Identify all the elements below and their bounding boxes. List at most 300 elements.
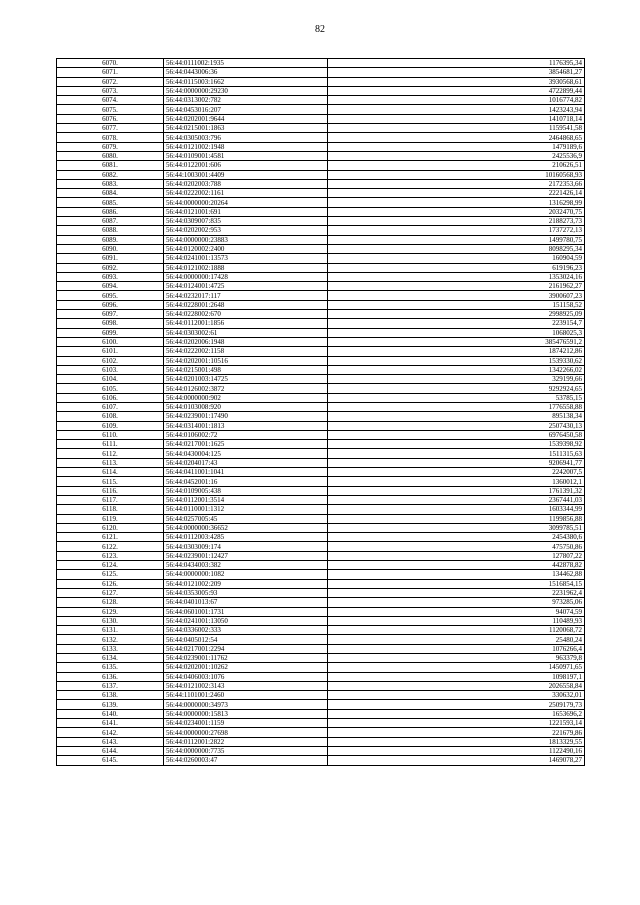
row-number-cell: 6078. [57, 133, 164, 142]
row-number-cell: 6104. [57, 375, 164, 384]
cadastral-number-cell: 56:44:0336002:333 [164, 626, 328, 635]
cadastral-value-cell: 2172353,66 [328, 179, 585, 188]
row-number-cell: 6090. [57, 244, 164, 253]
table-row [57, 96, 585, 105]
cadastral-value-cell: 2242007,5 [328, 468, 585, 477]
row-number-cell: 6133. [57, 644, 164, 653]
cadastral-number-cell: 56:44:0112001:1856 [164, 319, 328, 328]
row-number-cell: 6114. [57, 468, 164, 477]
cadastral-value-cell: 963379,8 [328, 654, 585, 663]
row-number-cell: 6088. [57, 226, 164, 235]
cadastral-value-cell: 1159541,58 [328, 124, 585, 133]
row-number-cell: 6102. [57, 356, 164, 365]
row-number-cell: 6094. [57, 282, 164, 291]
cadastral-number-cell: 56:44:0234001:1159 [164, 719, 328, 728]
cadastral-number-cell: 56:44:0401013:67 [164, 598, 328, 607]
cadastral-number-cell: 56:44:0309007:835 [164, 217, 328, 226]
row-number-cell: 6115. [57, 477, 164, 486]
row-number-cell: 6134. [57, 654, 164, 663]
row-number-cell: 6080. [57, 151, 164, 160]
table-row [57, 495, 585, 504]
row-number-cell: 6113. [57, 458, 164, 467]
row-number-cell: 6112. [57, 449, 164, 458]
cadastral-number-cell: 56:44:0314001:1813 [164, 421, 328, 430]
table-row [57, 756, 585, 765]
table-row [57, 598, 585, 607]
cadastral-value-cell: 1761391,32 [328, 486, 585, 495]
cadastral-value-cell: 127807,22 [328, 551, 585, 560]
cadastral-number-cell: 56:44:0257005:45 [164, 514, 328, 523]
cadastral-number-cell: 56:44:0120002:2400 [164, 244, 328, 253]
row-number-cell: 6074. [57, 96, 164, 105]
table-row [57, 142, 585, 151]
row-number-cell: 6142. [57, 728, 164, 737]
cadastral-number-cell: 56:44:0217001:2294 [164, 644, 328, 653]
cadastral-number-cell: 56:44:0239001:11762 [164, 654, 328, 663]
table-row [57, 709, 585, 718]
row-number-cell: 6107. [57, 402, 164, 411]
cadastral-value-cell: 2425536,9 [328, 151, 585, 160]
cadastral-value-cell: 2507430,13 [328, 421, 585, 430]
cadastral-value-cell: 210626,51 [328, 161, 585, 170]
table-row [57, 691, 585, 700]
table-row [57, 384, 585, 393]
row-number-cell: 6071. [57, 68, 164, 77]
cadastral-number-cell: 56:44:0109005:438 [164, 486, 328, 495]
table-row [57, 700, 585, 709]
cadastral-value-cell: 1098197,1 [328, 672, 585, 681]
table-row [57, 635, 585, 644]
cadastral-number-cell: 56:44:0232017:117 [164, 291, 328, 300]
cadastral-number-cell: 56:44:0443006:36 [164, 68, 328, 77]
row-number-cell: 6118. [57, 505, 164, 514]
row-number-cell: 6138. [57, 691, 164, 700]
row-number-cell: 6097. [57, 310, 164, 319]
row-number-cell: 6076. [57, 114, 164, 123]
table-row [57, 551, 585, 560]
row-number-cell: 6128. [57, 598, 164, 607]
table-row [57, 207, 585, 216]
row-number-cell: 6077. [57, 124, 164, 133]
table-row [57, 310, 585, 319]
row-number-cell: 6075. [57, 105, 164, 114]
cadastral-value-cell: 2161962,27 [328, 282, 585, 291]
row-number-cell: 6143. [57, 737, 164, 746]
table-row [57, 588, 585, 597]
row-number-cell: 6099. [57, 328, 164, 337]
table-row [57, 244, 585, 253]
table-row [57, 356, 585, 365]
cadastral-value-cell: 2998925,09 [328, 310, 585, 319]
table-row [57, 644, 585, 653]
table-row [57, 170, 585, 179]
cadastral-number-cell: 56:44:0122001:606 [164, 161, 328, 170]
cadastral-number-cell: 56:44:0239001:12427 [164, 551, 328, 560]
cadastral-value-cell: 53785,15 [328, 393, 585, 402]
cadastral-number-cell: 56:44:0109001:4581 [164, 151, 328, 160]
row-number-cell: 6139. [57, 700, 164, 709]
cadastral-value-cell: 329199,66 [328, 375, 585, 384]
cadastral-number-cell: 56:44:0452001:16 [164, 477, 328, 486]
cadastral-number-cell: 56:44:0000000:1082 [164, 570, 328, 579]
row-number-cell: 6137. [57, 681, 164, 690]
cadastral-number-cell: 56:44:0239001:17490 [164, 412, 328, 421]
table-row [57, 114, 585, 123]
cadastral-value-cell: 1479189,6 [328, 142, 585, 151]
cadastral-value-cell: 3930568,61 [328, 77, 585, 86]
row-number-cell: 6121. [57, 533, 164, 542]
row-number-cell: 6130. [57, 616, 164, 625]
cadastral-number-cell: 56:44:0303002:61 [164, 328, 328, 337]
table-row [57, 505, 585, 514]
cadastral-value-cell: 3900607,23 [328, 291, 585, 300]
row-number-cell: 6086. [57, 207, 164, 216]
cadastral-value-cell: 973285,06 [328, 598, 585, 607]
page-number: 82 [315, 24, 325, 35]
row-number-cell: 6084. [57, 189, 164, 198]
table-row [57, 412, 585, 421]
row-number-cell: 6116. [57, 486, 164, 495]
row-number-cell: 6085. [57, 198, 164, 207]
cadastral-value-cell: 1221593,14 [328, 719, 585, 728]
row-number-cell: 6096. [57, 300, 164, 309]
cadastral-value-cell: 1176395,34 [328, 59, 585, 68]
row-number-cell: 6105. [57, 384, 164, 393]
cadastral-number-cell: 56:44:0126002:3872 [164, 384, 328, 393]
cadastral-value-cell: 2188273,73 [328, 217, 585, 226]
cadastral-number-cell: 56:44:0121002:3143 [164, 681, 328, 690]
cadastral-number-cell: 56:44:0000000:7735 [164, 746, 328, 755]
cadastral-number-cell: 56:44:0313002:782 [164, 96, 328, 105]
row-number-cell: 6073. [57, 86, 164, 95]
cadastral-value-cell: 1737272,13 [328, 226, 585, 235]
table-row [57, 375, 585, 384]
row-number-cell: 6087. [57, 217, 164, 226]
cadastral-value-cell: 475750,86 [328, 542, 585, 551]
cadastral-number-cell: 56:44:0222002:1158 [164, 347, 328, 356]
cadastral-number-cell: 56:44:0434003:382 [164, 561, 328, 570]
cadastral-value-cell: 1120068,72 [328, 626, 585, 635]
row-number-cell: 6079. [57, 142, 164, 151]
cadastral-number-cell: 56:44:1101001:2460 [164, 691, 328, 700]
cadastral-value-cell: 1199856,88 [328, 514, 585, 523]
cadastral-value-cell: 1342266,02 [328, 365, 585, 374]
table-row [57, 607, 585, 616]
row-number-cell: 6123. [57, 551, 164, 560]
cadastral-value-cell: 1776558,88 [328, 402, 585, 411]
table-row [57, 68, 585, 77]
cadastral-value-cell: 1813329,55 [328, 737, 585, 746]
table-row [57, 133, 585, 142]
table-row [57, 328, 585, 337]
cadastral-number-cell: 56:44:0217001:1625 [164, 440, 328, 449]
cadastral-number-cell: 56:44:0000000:15813 [164, 709, 328, 718]
table-row [57, 347, 585, 356]
table-row [57, 365, 585, 374]
table-row [57, 217, 585, 226]
cadastral-number-cell: 56:44:0121001:691 [164, 207, 328, 216]
cadastral-number-cell: 56:44:0121002:1948 [164, 142, 328, 151]
table-row [57, 523, 585, 532]
table-row [57, 663, 585, 672]
row-number-cell: 6122. [57, 542, 164, 551]
cadastral-value-cell: 2464868,65 [328, 133, 585, 142]
table-row [57, 440, 585, 449]
cadastral-value-cell: 94074,59 [328, 607, 585, 616]
cadastral-value-cell: 1016774,82 [328, 96, 585, 105]
row-number-cell: 6109. [57, 421, 164, 430]
cadastral-value-cell: 2509179,73 [328, 700, 585, 709]
cadastral-value-cell: 619196,23 [328, 263, 585, 272]
cadastral-value-cell: 3854681,27 [328, 68, 585, 77]
cadastral-number-cell: 56:44:1003001:4409 [164, 170, 328, 179]
cadastral-value-cell: 1316298,99 [328, 198, 585, 207]
table-row [57, 654, 585, 663]
cadastral-number-cell: 56:44:0202002:953 [164, 226, 328, 235]
row-number-cell: 6103. [57, 365, 164, 374]
table-row [57, 161, 585, 170]
row-number-cell: 6127. [57, 588, 164, 597]
cadastral-number-cell: 56:44:0121002:209 [164, 579, 328, 588]
cadastral-number-cell: 56:44:0112003:4285 [164, 533, 328, 542]
cadastral-value-cell: 1469078,27 [328, 756, 585, 765]
row-number-cell: 6101. [57, 347, 164, 356]
row-number-cell: 6120. [57, 523, 164, 532]
table-row [57, 300, 585, 309]
cadastral-number-cell: 56:44:0601001:1731 [164, 607, 328, 616]
table-row [57, 235, 585, 244]
cadastral-value-cell: 1516854,15 [328, 579, 585, 588]
table-row [57, 477, 585, 486]
cadastral-number-cell: 56:44:0111002:1935 [164, 59, 328, 68]
row-number-cell: 6095. [57, 291, 164, 300]
cadastral-value-cell: 8098295,34 [328, 244, 585, 253]
row-number-cell: 6145. [57, 756, 164, 765]
cadastral-number-cell: 56:44:0000000:27698 [164, 728, 328, 737]
cadastral-value-cell: 2239154,7 [328, 319, 585, 328]
row-number-cell: 6083. [57, 179, 164, 188]
table-row [57, 616, 585, 625]
cadastral-number-cell: 56:44:0106002:72 [164, 430, 328, 439]
cadastral-number-cell: 56:44:0303009:174 [164, 542, 328, 551]
table-row [57, 719, 585, 728]
table-row [57, 254, 585, 263]
row-number-cell: 6091. [57, 254, 164, 263]
table-row [57, 737, 585, 746]
row-number-cell: 6100. [57, 337, 164, 346]
cadastral-value-cell: 1539398,92 [328, 440, 585, 449]
table-row [57, 728, 585, 737]
table-row [57, 626, 585, 635]
cadastral-value-cell: 2367441,03 [328, 495, 585, 504]
cadastral-value-cell: 1603344,99 [328, 505, 585, 514]
row-number-cell: 6093. [57, 272, 164, 281]
cadastral-value-table [56, 58, 585, 766]
cadastral-number-cell: 56:44:0103008:920 [164, 402, 328, 411]
table-row [57, 337, 585, 346]
row-number-cell: 6098. [57, 319, 164, 328]
cadastral-value-cell: 895138,34 [328, 412, 585, 421]
cadastral-value-cell: 1122490,16 [328, 746, 585, 755]
table-row [57, 282, 585, 291]
row-number-cell: 6108. [57, 412, 164, 421]
cadastral-value-cell: 151158,52 [328, 300, 585, 309]
cadastral-value-cell: 9206941,77 [328, 458, 585, 467]
cadastral-value-cell: 1450971,65 [328, 663, 585, 672]
cadastral-value-cell: 1539330,62 [328, 356, 585, 365]
cadastral-number-cell: 56:44:0115003:1662 [164, 77, 328, 86]
cadastral-number-cell: 56:44:0215001:1863 [164, 124, 328, 133]
cadastral-value-cell: 1076266,4 [328, 644, 585, 653]
table-row [57, 746, 585, 755]
cadastral-number-cell: 56:44:0405012:54 [164, 635, 328, 644]
table-row [57, 291, 585, 300]
cadastral-number-cell: 56:44:0000000:29230 [164, 86, 328, 95]
cadastral-number-cell: 56:44:0000000:902 [164, 393, 328, 402]
table-body [57, 59, 585, 766]
cadastral-number-cell: 56:44:0124001:4725 [164, 282, 328, 291]
cadastral-number-cell: 56:44:0201003:14725 [164, 375, 328, 384]
cadastral-value-cell: 9292924,65 [328, 384, 585, 393]
cadastral-number-cell: 56:44:0241001:13050 [164, 616, 328, 625]
cadastral-value-cell: 4722899,44 [328, 86, 585, 95]
row-number-cell: 6070. [57, 59, 164, 68]
row-number-cell: 6106. [57, 393, 164, 402]
cadastral-number-cell: 56:44:0260003:47 [164, 756, 328, 765]
table-row [57, 421, 585, 430]
table-row [57, 468, 585, 477]
cadastral-value-cell: 1423243,94 [328, 105, 585, 114]
cadastral-value-cell: 25480,24 [328, 635, 585, 644]
table-row [57, 151, 585, 160]
row-number-cell: 6111. [57, 440, 164, 449]
cadastral-value-cell: 330632,01 [328, 691, 585, 700]
cadastral-number-cell: 56:44:0228002:670 [164, 310, 328, 319]
cadastral-number-cell: 56:44:0241001:13573 [164, 254, 328, 263]
cadastral-value-cell: 1874212,86 [328, 347, 585, 356]
cadastral-number-cell: 56:44:0110001:1312 [164, 505, 328, 514]
cadastral-number-cell: 56:44:0430004:125 [164, 449, 328, 458]
row-number-cell: 6132. [57, 635, 164, 644]
table-row [57, 86, 585, 95]
cadastral-number-cell: 56:44:0112001:3514 [164, 495, 328, 504]
row-number-cell: 6125. [57, 570, 164, 579]
table-row [57, 561, 585, 570]
cadastral-number-cell: 56:44:0406003:1076 [164, 672, 328, 681]
row-number-cell: 6136. [57, 672, 164, 681]
table-row [57, 681, 585, 690]
cadastral-number-cell: 56:44:0000000:34973 [164, 700, 328, 709]
cadastral-number-cell: 56:44:0202006:1948 [164, 337, 328, 346]
cadastral-value-cell: 1360012,1 [328, 477, 585, 486]
cadastral-number-cell: 56:44:0202001:10516 [164, 356, 328, 365]
cadastral-number-cell: 56:44:0000000:17428 [164, 272, 328, 281]
cadastral-value-cell: 1499780,75 [328, 235, 585, 244]
cadastral-value-cell: 2221426,14 [328, 189, 585, 198]
cadastral-number-cell: 56:44:0000000:23883 [164, 235, 328, 244]
cadastral-number-cell: 56:44:0202003:788 [164, 179, 328, 188]
row-number-cell: 6117. [57, 495, 164, 504]
row-number-cell: 6131. [57, 626, 164, 635]
cadastral-number-cell: 56:44:0215001:498 [164, 365, 328, 374]
row-number-cell: 6119. [57, 514, 164, 523]
cadastral-number-cell: 56:44:0411001:1041 [164, 468, 328, 477]
table-row [57, 570, 585, 579]
table-row [57, 189, 585, 198]
table-row [57, 430, 585, 439]
cadastral-number-cell: 56:44:0112001:2822 [164, 737, 328, 746]
cadastral-value-cell: 6976450,58 [328, 430, 585, 439]
cadastral-number-cell: 56:44:0202001:9644 [164, 114, 328, 123]
cadastral-value-cell: 442878,82 [328, 561, 585, 570]
cadastral-number-cell: 56:44:0121002:1888 [164, 263, 328, 272]
cadastral-value-cell: 1511315,63 [328, 449, 585, 458]
cadastral-number-cell: 56:44:0353005:93 [164, 588, 328, 597]
table-row [57, 319, 585, 328]
cadastral-number-cell: 56:44:0305003:796 [164, 133, 328, 142]
table-row [57, 672, 585, 681]
row-number-cell: 6140. [57, 709, 164, 718]
cadastral-value-cell: 110489,93 [328, 616, 585, 625]
table-row [57, 198, 585, 207]
cadastral-number-cell: 56:44:0453016:207 [164, 105, 328, 114]
cadastral-value-cell: 221679,86 [328, 728, 585, 737]
table-row [57, 514, 585, 523]
cadastral-number-cell: 56:44:0204017:43 [164, 458, 328, 467]
row-number-cell: 6072. [57, 77, 164, 86]
cadastral-value-cell: 385476591,2 [328, 337, 585, 346]
table-row [57, 105, 585, 114]
row-number-cell: 6082. [57, 170, 164, 179]
cadastral-value-cell: 1410718,14 [328, 114, 585, 123]
row-number-cell: 6092. [57, 263, 164, 272]
row-number-cell: 6141. [57, 719, 164, 728]
cadastral-number-cell: 56:44:0222002:1161 [164, 189, 328, 198]
table-row [57, 77, 585, 86]
row-number-cell: 6126. [57, 579, 164, 588]
table-row [57, 179, 585, 188]
row-number-cell: 6110. [57, 430, 164, 439]
cadastral-value-cell: 3099785,51 [328, 523, 585, 532]
row-number-cell: 6135. [57, 663, 164, 672]
cadastral-value-cell: 134462,88 [328, 570, 585, 579]
table-row [57, 579, 585, 588]
cadastral-value-cell: 1068025,3 [328, 328, 585, 337]
cadastral-value-cell: 2454380,6 [328, 533, 585, 542]
table-row [57, 542, 585, 551]
table-row [57, 272, 585, 281]
table-row [57, 486, 585, 495]
table-row [57, 458, 585, 467]
table-row [57, 124, 585, 133]
row-number-cell: 6124. [57, 561, 164, 570]
table-row [57, 533, 585, 542]
table-row [57, 449, 585, 458]
cadastral-value-cell: 2231962,4 [328, 588, 585, 597]
cadastral-value-cell: 2026558,84 [328, 681, 585, 690]
cadastral-number-cell: 56:44:0000000:20264 [164, 198, 328, 207]
table-row [57, 226, 585, 235]
table-row [57, 59, 585, 68]
row-number-cell: 6129. [57, 607, 164, 616]
cadastral-value-cell: 10160568,93 [328, 170, 585, 179]
table-row [57, 393, 585, 402]
cadastral-number-cell: 56:44:0228001:2648 [164, 300, 328, 309]
cadastral-number-cell: 56:44:0202001:10262 [164, 663, 328, 672]
row-number-cell: 6089. [57, 235, 164, 244]
row-number-cell: 6144. [57, 746, 164, 755]
table-row [57, 402, 585, 411]
